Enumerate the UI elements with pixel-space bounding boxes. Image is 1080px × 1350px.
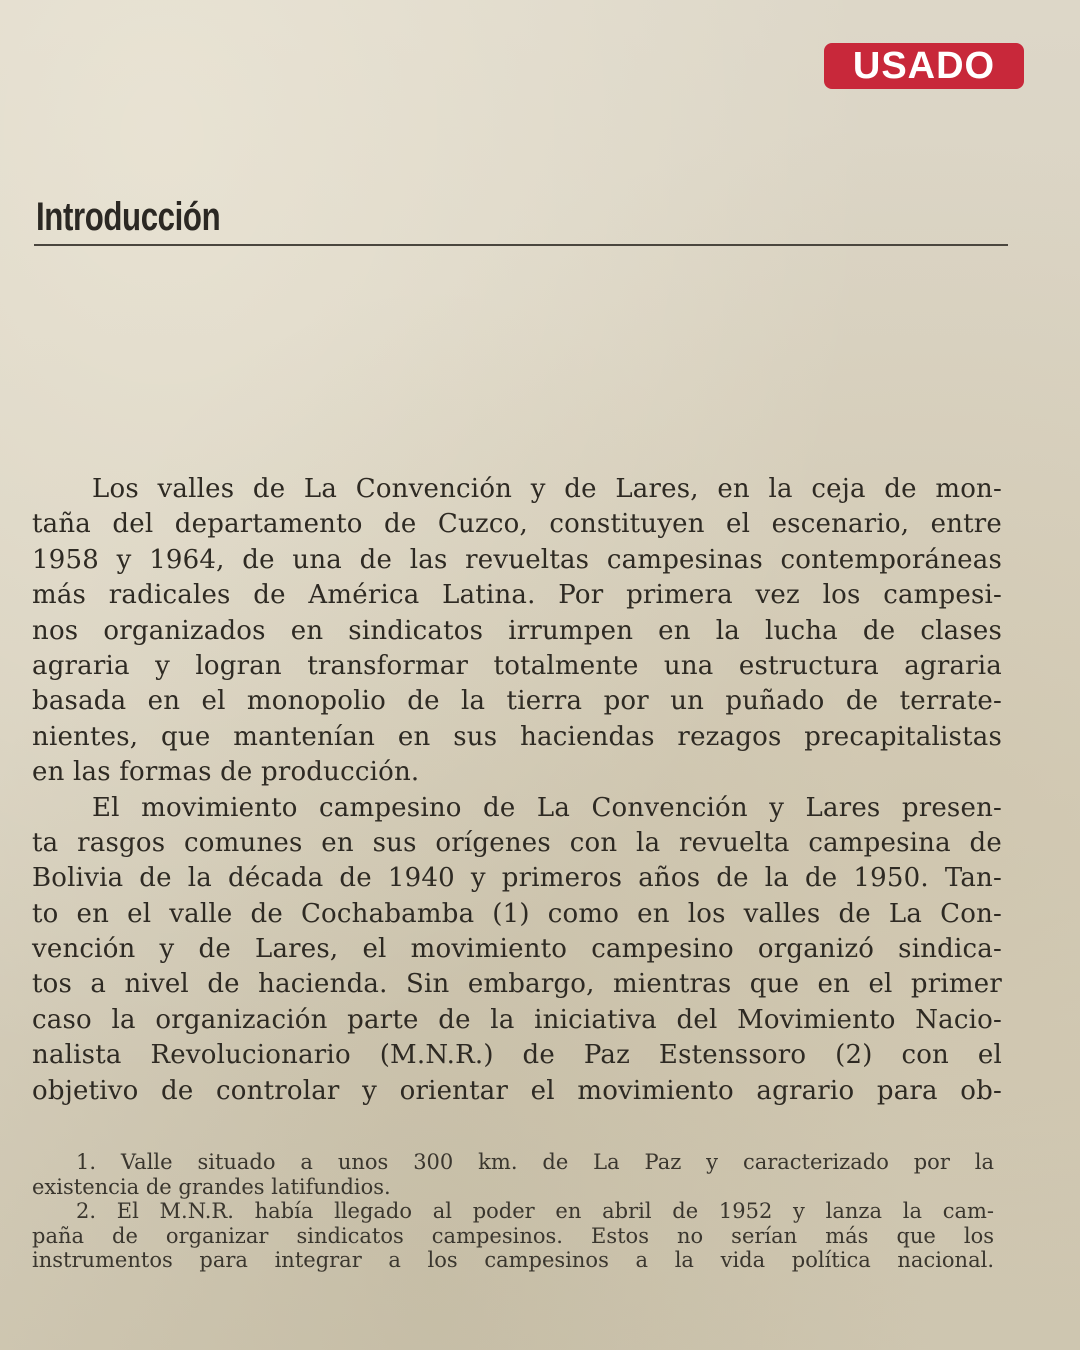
body-line: agraria y logran transformar totalmente una estructura agraria [32,650,1002,681]
body-line: más radicales de América Latina. Por primera vez los campesi- [32,580,1002,611]
footnote-line: 2. El M.N.R. había llegado al poder en abril de 1952 y lanza la cam- [76,1199,994,1223]
footnote-line: existencia de grandes latifundios. [32,1174,391,1199]
footnotes [32,1150,994,1273]
body-line: El movimiento campesino de La Convención y Lares presen- [92,792,1002,823]
footnote-line: instrumentos para integrar a los campesinos a la vida política nacional. [32,1248,994,1272]
body-line: basada en el monopolio de la tierra por un puñado de terrate- [32,686,1002,717]
body-line: nos organizados en sindicatos irrumpen en la lucha de clases [32,615,1002,646]
body-line: 1958 y 1964, de una de las revueltas campesinas contemporáneas [32,544,1002,575]
body-text [32,472,1002,1109]
body-line: tos a nivel de hacienda. Sin embargo, mientras que en el primer [32,969,1002,1000]
body-line: en las formas de producción. [32,757,420,788]
heading-rule [34,244,1008,246]
body-line: nalista Revolucionario (M.N.R.) de Paz Estenssoro (2) con el [32,1040,1002,1071]
body-line: taña del departamento de Cuzco, constituyen el escenario, entre [32,509,1002,540]
body-line: caso la organización parte de la iniciativa del Movimiento Nacio- [32,1004,1002,1035]
body-line: to en el valle de Cochabamba (1) como en los valles de La Con- [32,898,1002,929]
chapter-heading: Introducción [36,195,221,239]
footnote-line: 1. Valle situado a unos 300 km. de La Paz y caracterizado por la [76,1150,994,1174]
body-line: vención y de Lares, el movimiento campesino organizó sindica- [32,934,1002,965]
used-badge: USADO [824,43,1024,89]
body-line: Los valles de La Convención y de Lares, en la ceja de mon- [92,474,1002,504]
body-line: nientes, que mantenían en sus haciendas rezagos precapitalistas [32,721,1002,752]
body-line: objetivo de controlar y orientar el movimiento agrario para ob- [32,1075,1002,1106]
footnote-line: paña de organizar sindicatos campesinos. Estos no serían más que los [32,1223,994,1248]
body-line: Bolivia de la década de 1940 y primeros años de la de 1950. Tan- [32,863,1002,894]
body-line: ta rasgos comunes en sus orígenes con la revuelta campesina de [32,827,1002,858]
